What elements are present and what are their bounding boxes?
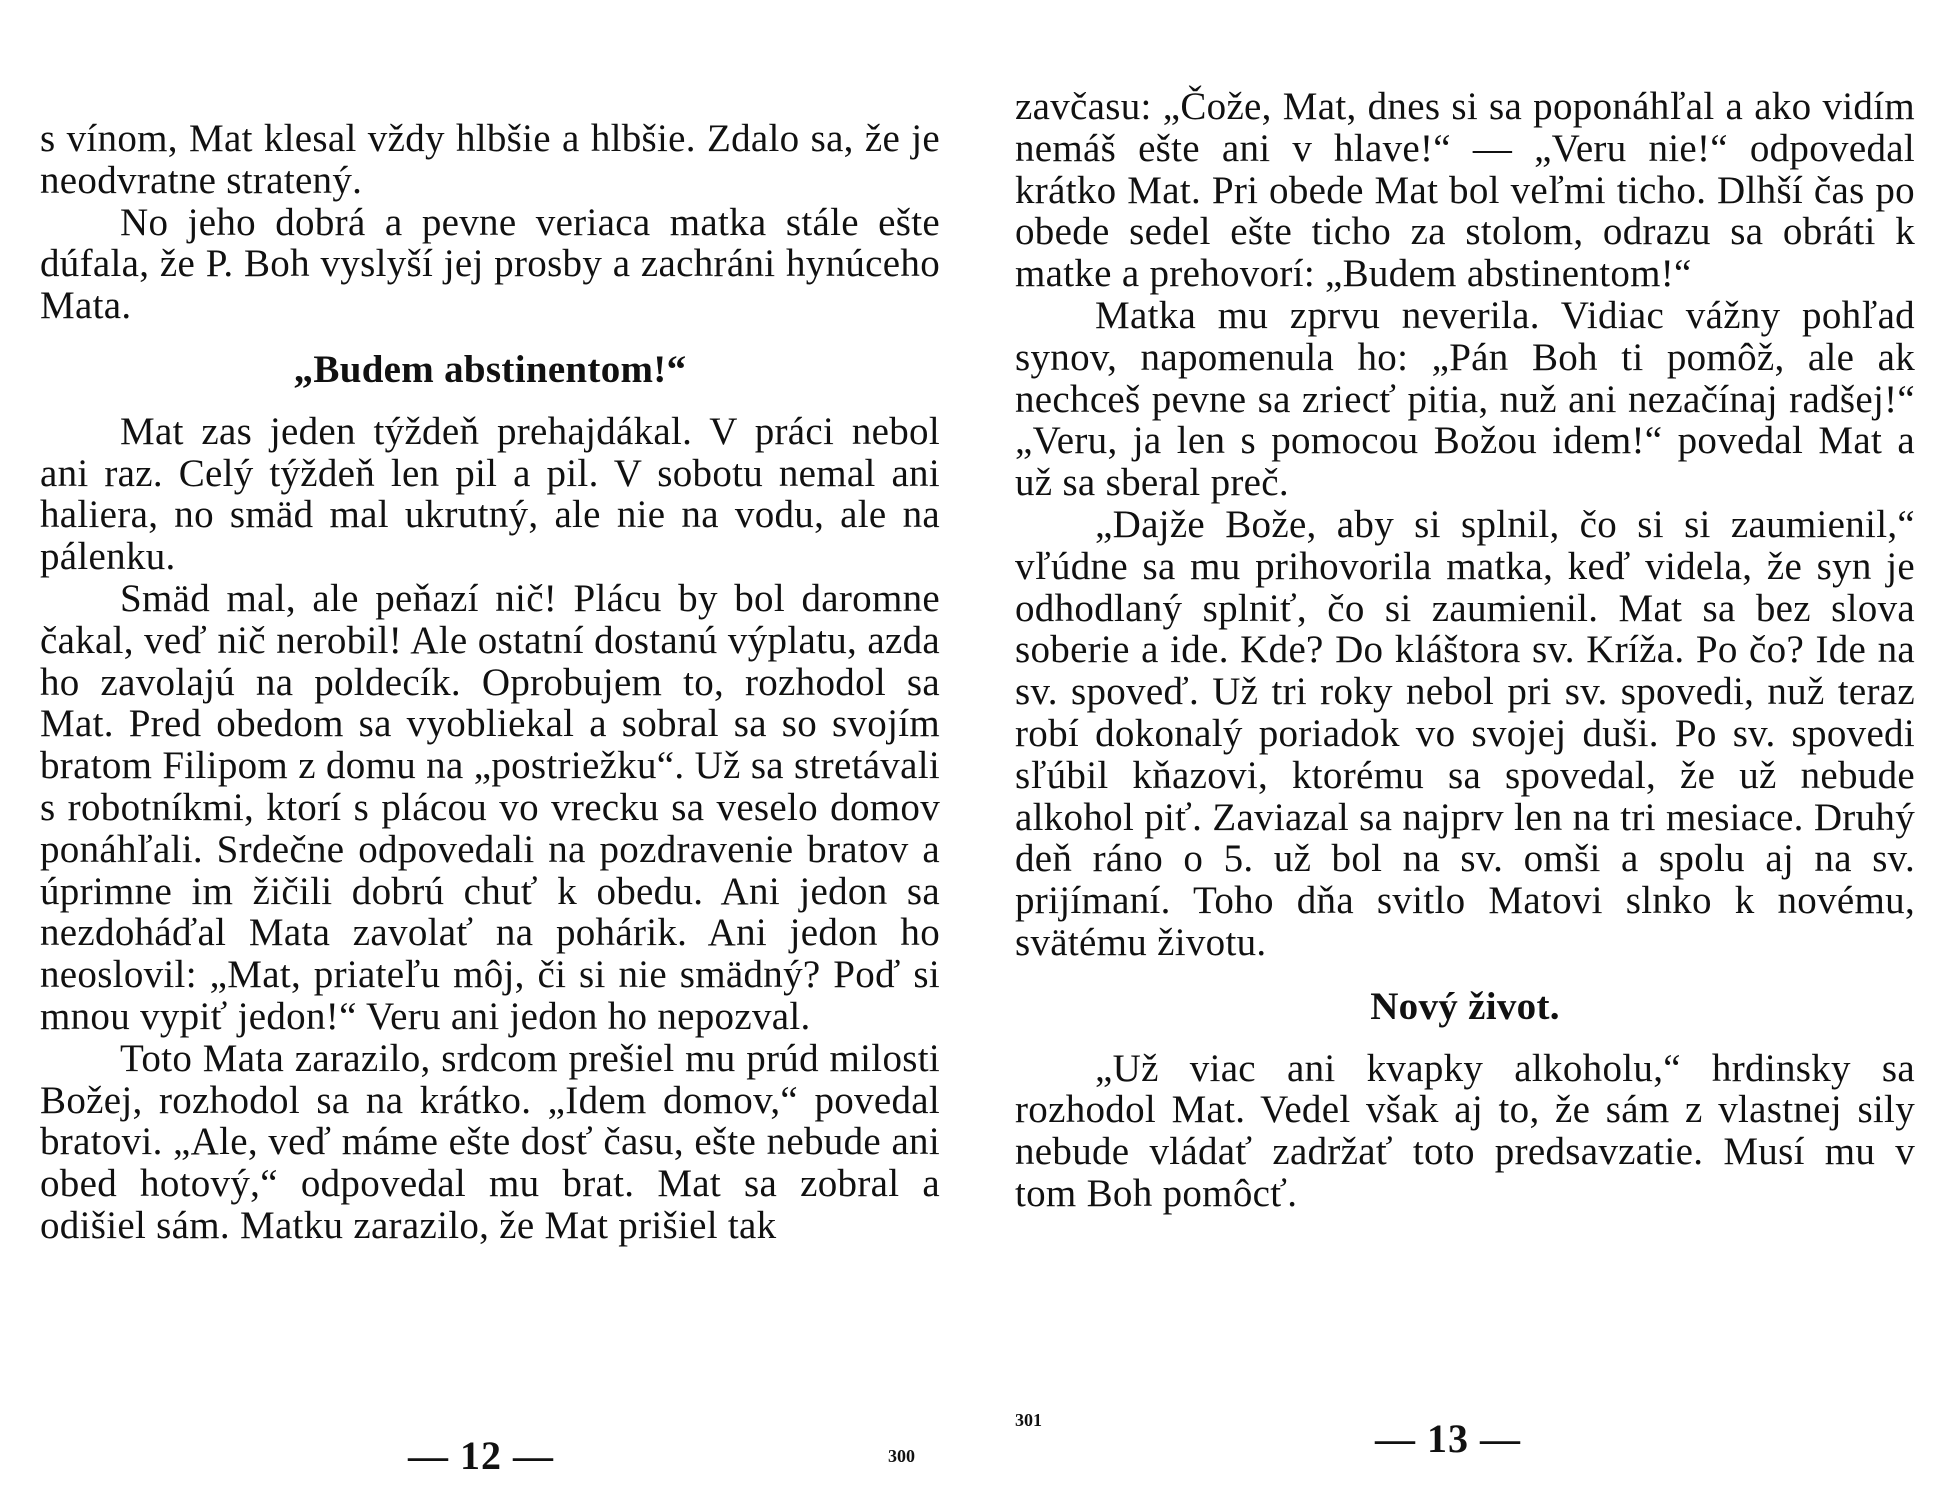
signature-number: 300	[888, 1446, 915, 1466]
right-page-text	[1015, 86, 1915, 1215]
right-page	[1015, 0, 1915, 1500]
page-number: — 12 —	[408, 1433, 554, 1478]
signature-number: 301	[1015, 1410, 1042, 1430]
page-number: — 13 —	[1375, 1416, 1521, 1461]
paragraph: zavčasu: „Čože, Mat, dnes si sa poponáhľal a ako vidím nemáš ešte ani v hlave!“ — „Veru nie!“ odpovedal krátko Mat. Pri obede Mat bol veľmi ticho. Dlhší čas po obede sedel ešte ticho za stolom, odrazu sa obráti k matke a prehovorí: „Budem abstinentom!“	[1015, 85, 1915, 296]
paragraph: s vínom, Mat klesal vždy hlbšie a hlbšie. Zdalo sa, že je neodvratne stratený.	[40, 117, 940, 202]
paragraph: „Dajže Bože, aby si splnil, čo si si zaumienil,“ vľúdne sa mu prihovorila matka, keď videla, že syn je odhodlaný splniť, čo si zaumienil. Mat sa bez slova soberie a ide. Kde? Do kláštora sv. Kríža. Po čo? Ide na sv. spoveď. Už tri roky nebol pri sv. spovedi, nuž teraz robí dokonalý poriadok vo svojej duši. Po sv. spovedi sľúbil kňazovi, ktorému sa spovedal, že už nebude alkohol piť. Zaviazal sa najprv len na tri mesiace. Druhý deň ráno o 5. už bol na sv. omši a spolu aj na sv. prijímaní. Toho dňa svitlo Matovi slnko k novému, svätému životu.	[1015, 502, 1915, 964]
paragraph: „Už viac ani kvapky alkoholu,“ hrdinsky sa rozhodol Mat. Vedel však aj to, že sám z vlastnej sily nebude vládať zadržať toto predsavzatie. Musí mu v tom Boh pomôcť.	[1015, 1046, 1915, 1215]
paragraph: No jeho dobrá a pevne veriaca matka stále ešte dúfala, že P. Boh vyslyší jej prosby a zachráni hynúceho Mata.	[40, 200, 940, 328]
left-page	[40, 0, 940, 1500]
section-heading: Nový život.	[1370, 984, 1560, 1028]
section-heading: „Budem abstinentom!“	[293, 347, 687, 391]
paragraph: Mat zas jeden týždeň prehajdákal. V práci nebol ani raz. Celý týždeň len pil a pil. V sobotu nemal ani haliera, no smäd mal ukrutný, ale nie na vodu, ale na pálenku.	[40, 409, 940, 579]
paragraph: Matka mu zprvu neverila. Vidiac vážny pohľad synov, napomenula ho: „Pán Boh ti pomôž, ale ak nechceš pevne sa zriecť pitia, nuž ani nezačínaj radšej!“ „Veru, ja len s pomocou Božou idem!“ povedal Mat a už sa sberal preč.	[1015, 293, 1915, 505]
paragraph: Smäd mal, ale peňazí nič! Plácu by bol daromne čakal, veď nič nerobil! Ale ostatní dostanú výplatu, azda ho zavolajú na poldecík. Oprobujem to, rozhodol sa Mat. Pred obedom sa vyobliekal a sobral sa so svojím bratom Filipom z domu na „postriežku“. Už sa stretávali s robotníkmi, ktorí s plácou vo vrecku sa veselo domov ponáhľali. Srdečne odpovedali na pozdravenie bratov a úprimne im žičili dobrú chuť k obedu. Ani jedon sa nezdoháďal Mata zavolať na pohárik. Ani jedon ho neoslovil: „Mat, priateľu môj, či si nie smädný? Poď si mnou vypiť jedon!“ Veru ani jedon ho nepozval.	[40, 576, 940, 1038]
left-page-text	[40, 118, 940, 1247]
paragraph: Toto Mata zarazilo, srdcom prešiel mu prúd milosti Božej, rozhodol sa na krátko. „Idem domov,“ povedal bratovi. „Ale, veď máme ešte dosť času, ešte nebude ani obed hotový,“ odpovedal mu brat. Mat sa zobral a odišiel sám. Matku zarazilo, že Mat prišiel tak	[40, 1036, 940, 1247]
